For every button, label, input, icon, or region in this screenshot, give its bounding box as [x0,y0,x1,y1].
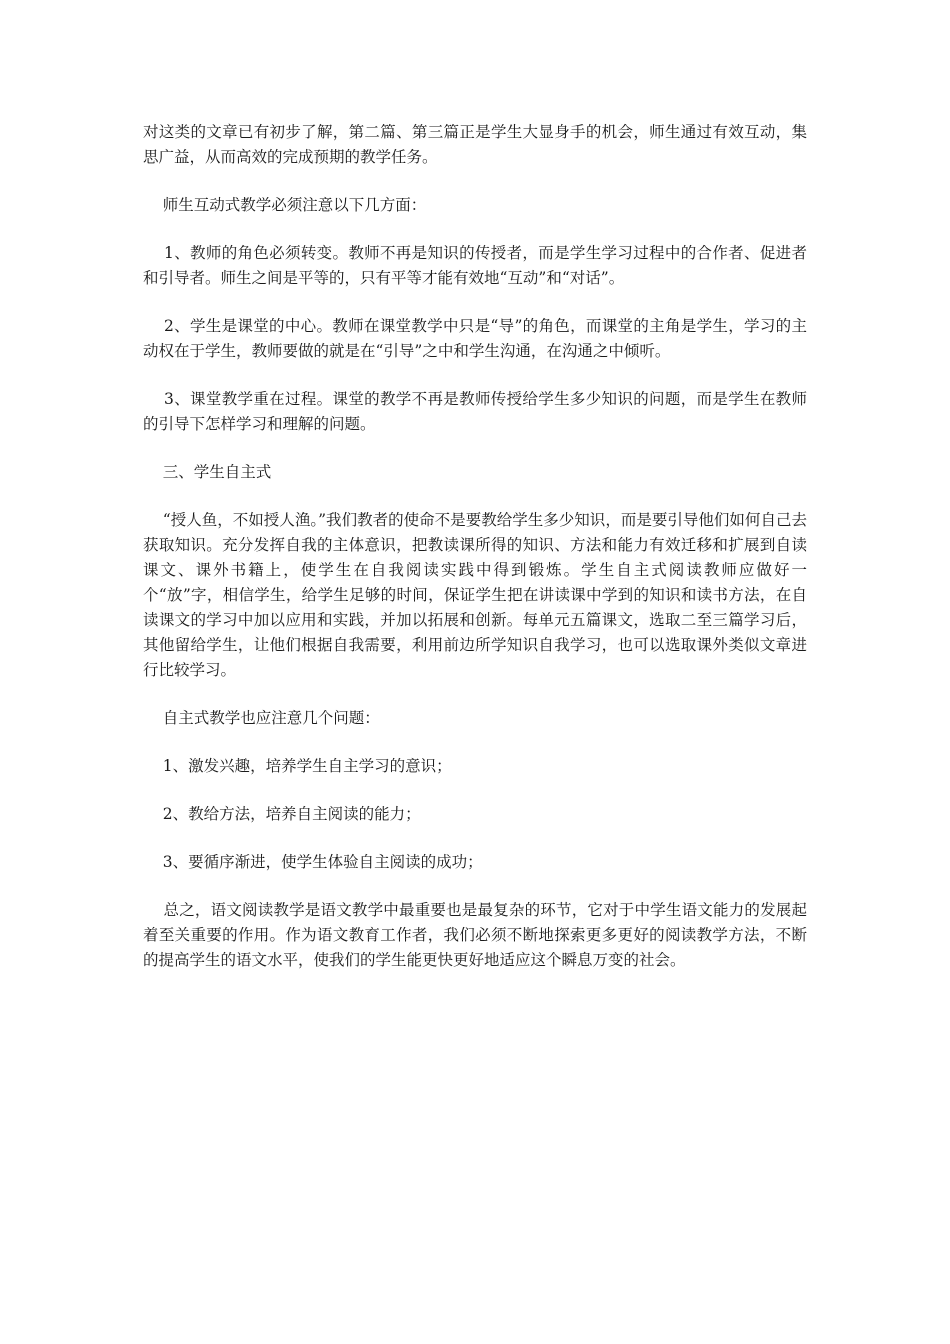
document-page [143,120,807,996]
paragraph-issue-interest: 1、激发兴趣，培养学生自主学习的意识； [143,757,452,775]
paragraph-interactive-teaching-heading: 师生互动式教学必须注意以下几方面： [143,196,427,214]
section-heading-student-autonomy: 三、学生自主式 [143,463,272,481]
paragraph-issue-gradual: 3、要循序渐进，使学生体验自主阅读的成功； [143,853,483,871]
paragraph-issue-method: 2、教给方法，培养自主阅读的能力； [143,805,421,823]
paragraph-autonomy-body: “授人鱼，不如授人渔。”我们教者的使命不是要教给学生多少知识，而是要引导他们如何自己去获取知识。充分发挥自我的主体意识，把教读课所得的知识、方法和能力有效迁移和扩展到自读课文、课外书籍上，使学生在自我阅读实践中得到锻炼。学生自主式阅读教师应做好一个“放”字，相信学生，给学生足够的时间，保证学生把在讲读课中学到的知识和读书方法，在自读课文的学习中加以应用和实践，并加以拓展和创新。每单元五篇课文，选取二至三篇学习后，其他留给学生，让他们根据自我需要，利用前边所学知识自我学习，也可以选取课外类似文章进行比较学习。 [143,511,807,679]
paragraph-point-process: 3、课堂教学重在过程。课堂的教学不再是教师传授给学生多少知识的问题，而是学生在教师的引导下怎样学习和理解的问题。 [143,390,807,433]
paragraph-point-teacher-role: 1、教师的角色必须转变。教师不再是知识的传授者，而是学生学习过程中的合作者、促进者和引导者。师生之间是平等的，只有平等才能有效地“互动”和“对话”。 [143,244,807,287]
paragraph-autonomy-issues-heading: 自主式教学也应注意几个问题： [143,709,380,727]
paragraph-point-student-center: 2、学生是课堂的中心。教师在课堂教学中只是“导”的角色，而课堂的主角是学生，学习的主动权在于学生，教师要做的就是在“引导”之中和学生沟通，在沟通之中倾听。 [143,317,807,360]
paragraph-intro-continuation: 对这类的文章已有初步了解，第二篇、第三篇正是学生大显身手的机会，师生通过有效互动，集思广益，从而高效的完成预期的教学任务。 [143,123,807,166]
paragraph-conclusion: 总之，语文阅读教学是语文教学中最重要也是最复杂的环节，它对于中学生语文能力的发展起着至关重要的作用。作为语文教育工作者，我们必须不断地探索更多更好的阅读教学方法，不断的提高学生的语文水平，使我们的学生能更快更好地适应这个瞬息万变的社会。 [143,901,807,969]
